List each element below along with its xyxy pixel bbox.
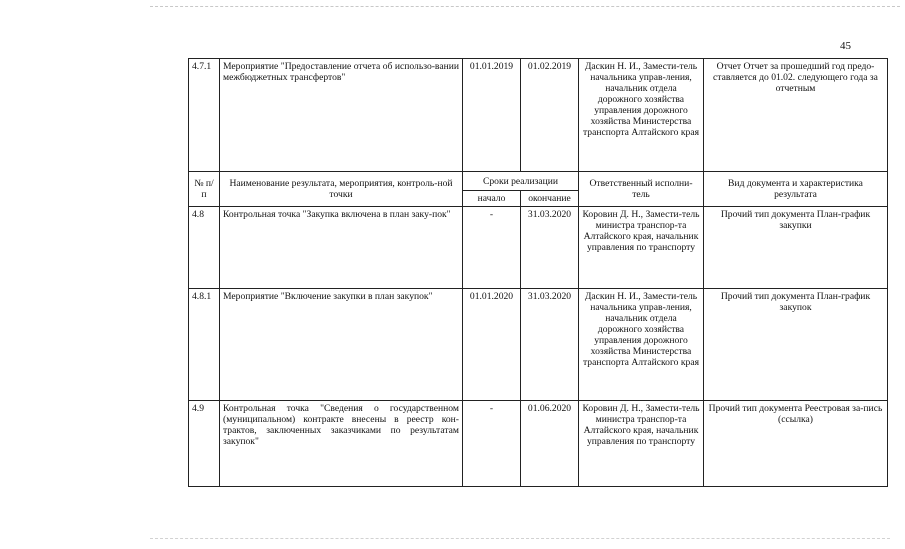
table-row <box>189 289 888 401</box>
row-name: Мероприятие "Включение закупки в план закупок" <box>220 289 463 401</box>
table-row <box>189 207 888 289</box>
header-name: Наименование результата, мероприятия, контроль-ной точки <box>220 172 463 207</box>
row-doc-type: Отчет Отчет за прошедший год предо-ставляется до 01.02. следующего года за отчетным <box>704 59 888 172</box>
header-period: Сроки реализации <box>463 172 579 191</box>
row-start-date: 01.01.2019 <box>463 59 521 172</box>
header-responsible: Ответственный исполни-тель <box>579 172 704 207</box>
row-end-date: 31.03.2020 <box>521 207 579 289</box>
header-end: окончание <box>521 191 579 207</box>
page-number: 45 <box>840 40 851 52</box>
row-doc-type: Прочий тип документа План-график закупок <box>704 289 888 401</box>
header-start: начало <box>463 191 521 207</box>
row-responsible: Даскин Н. И., Замести-тель начальника управ-ления, начальник отдела дорожного хозяйства управления дорожного хозяйства Министерства транспорта Алтайского края <box>579 289 704 401</box>
scan-artifact-bottom <box>150 538 890 539</box>
header-doc-type: Вид документа и характеристика результата <box>704 172 888 207</box>
table-row <box>189 59 888 172</box>
table-row <box>189 401 888 487</box>
row-end-date: 01.06.2020 <box>521 401 579 487</box>
row-name: Контрольная точка "Закупка включена в план заку-пок" <box>220 207 463 289</box>
row-start-date: - <box>463 401 521 487</box>
row-start-date: 01.01.2020 <box>463 289 521 401</box>
row-start-date: - <box>463 207 521 289</box>
row-number: 4.9 <box>189 401 220 487</box>
row-doc-type: Прочий тип документа План-график закупки <box>704 207 888 289</box>
row-doc-type: Прочий тип документа Реестровая за-пись (ссылка) <box>704 401 888 487</box>
row-responsible: Даскин Н. И., Замести-тель начальника управ-ления, начальник отдела дорожного хозяйства управления дорожного хозяйства Министерства транспорта Алтайского края <box>579 59 704 172</box>
row-number: 4.8 <box>189 207 220 289</box>
row-number: 4.7.1 <box>189 59 220 172</box>
row-number: 4.8.1 <box>189 289 220 401</box>
scan-artifact-top <box>150 6 900 7</box>
row-end-date: 31.03.2020 <box>521 289 579 401</box>
row-responsible: Коровин Д. Н., Замести-тель министра транспор-та Алтайского края, начальник управления по транспорту <box>579 207 704 289</box>
events-table <box>188 58 888 487</box>
row-responsible: Коровин Д. Н., Замести-тель министра транспор-та Алтайского края, начальник управления по транспорту <box>579 401 704 487</box>
row-end-date: 01.02.2019 <box>521 59 579 172</box>
table-header-row <box>189 172 888 191</box>
header-num: № п/п <box>189 172 220 207</box>
row-name: Мероприятие "Предоставление отчета об использо-вании межбюджетных трансфертов" <box>220 59 463 172</box>
row-name: Контрольная точка "Сведения о государственном (муниципальном) контракте внесены в реестр кон-трактов, заключенных заказчиками по результатам закупок" <box>220 401 463 487</box>
